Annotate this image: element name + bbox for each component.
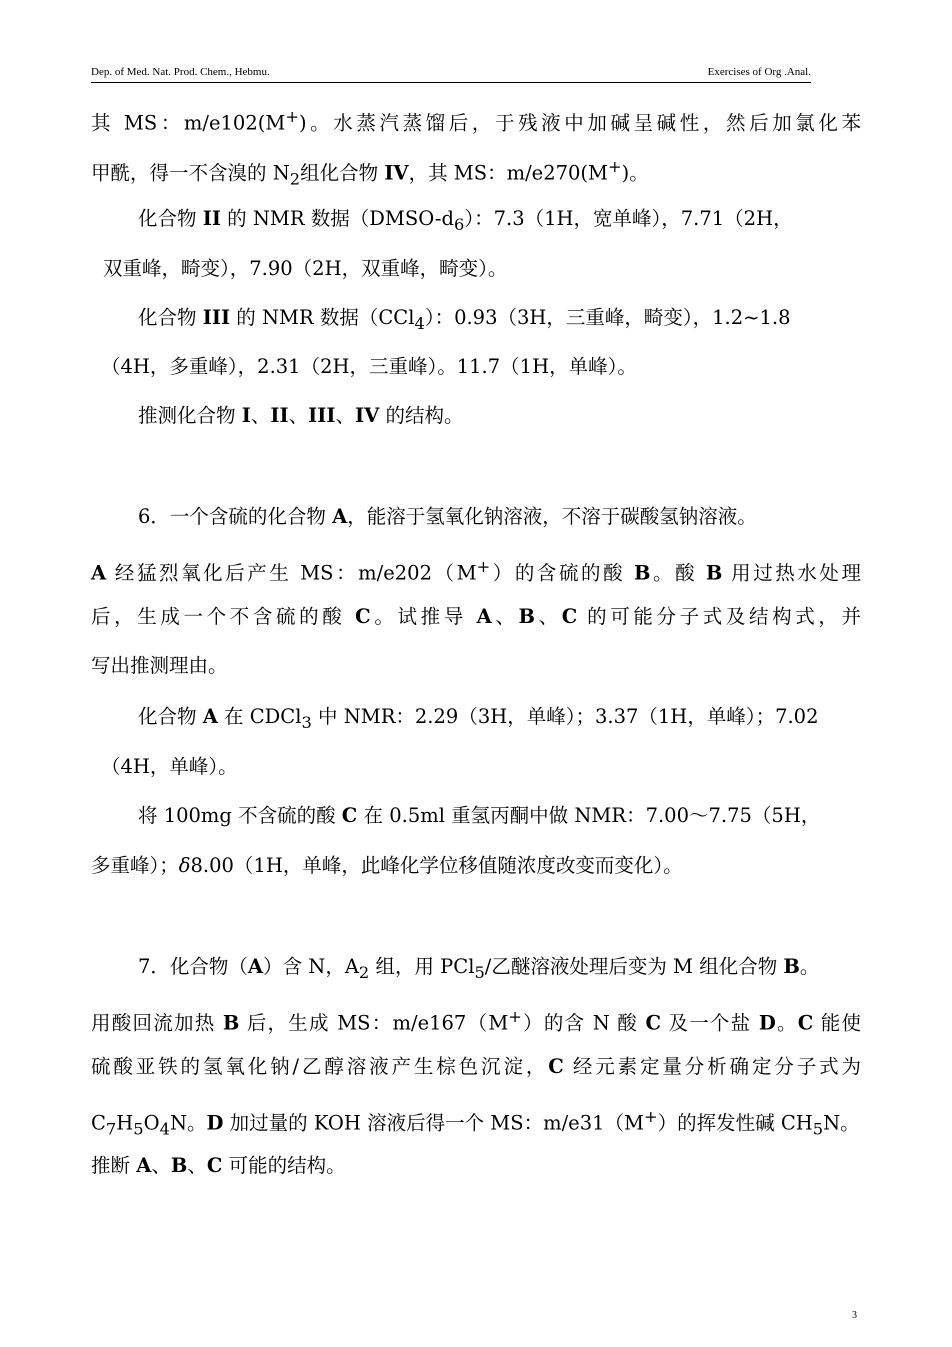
text-line-18: 硫酸亚铁的氢氧化钠/乙醇溶液产生棕色沉淀，C 经元素定量分析确定分子式为	[91, 1055, 861, 1078]
text-line-1: 其 MS：m/e102(M+)。水蒸汽蒸馏后，于残液中加碱呈碱性，然后加氯化苯	[91, 107, 861, 135]
text-line-17: 用酸回流加热 B 后，生成 MS：m/e167（M+）的含 N 酸 C 及一个盐 D。C 能使	[91, 1007, 861, 1035]
text-line-8: 6．一个含硫的化合物 A，能溶于氢氧化钠溶液，不溶于碳酸氢钠溶液。	[138, 505, 757, 528]
text-line-11: 写出推测理由。	[91, 654, 228, 677]
page-number: 3	[852, 1310, 857, 1321]
text-line-5: 化合物 III 的 NMR 数据（CCl$_4$）：0.93（3H，三重峰，畸变），1.2~1.8	[138, 306, 791, 333]
text-line-6: （4H，多重峰），2.31（2H，三重峰）。11.7（1H，单峰）。	[101, 355, 637, 378]
text-line-20: 推断 A、B、C 可能的结构。	[91, 1154, 346, 1177]
text-line-10: 后，生成一个不含硫的酸 C。试推导 A、B、C 的可能分子式及结构式，并	[91, 605, 861, 628]
text-line-2: 甲酰，得一不含溴的 $N_2$组化合物 IV，其 MS：m/e270(M+)。	[91, 157, 649, 189]
text-line-16: 7．化合物（A）含 N，$A_2$ 组，用 PCl$_5$/乙醚溶液处理后变为 M 组化合物 B。	[138, 955, 820, 982]
text-line-19: $C_7H_5O_4N$。D 加过量的 KOH 溶液后得一个 MS：m/e31（M+）的挥发性碱 $CH_5N$。	[91, 1107, 860, 1139]
text-line-7: 推测化合物 I、II、III、IV 的结构。	[138, 404, 464, 427]
text-line-4: 双重峰，畸变），7.90（2H，双重峰，畸变）。	[103, 257, 508, 280]
text-line-15: 多重峰）；δ8.00（1H，单峰，此峰化学位移值随浓度改变而变化）。	[91, 854, 683, 877]
text-line-12: 化合物 A 在 CDCl$_3$ 中 NMR：2.29（3H，单峰）；3.37（1H，单峰）；7.02	[138, 705, 819, 732]
header-left: Dep. of Med. Nat. Prod. Chem., Hebmu.	[91, 66, 270, 78]
page-header	[91, 66, 811, 83]
text-line-9: A 经猛烈氧化后产生 MS：m/e202（M+）的含硫的酸 B。酸 B 用过热水处理	[91, 557, 861, 585]
text-line-3: 化合物 II 的 NMR 数据$(DMSO-d_6)$：7.3（1H，宽单峰），7.71（2H，	[138, 207, 793, 234]
text-line-13: （4H，单峰）。	[101, 755, 238, 778]
header-right: Exercises of Org .Anal.	[707, 66, 811, 78]
text-line-14: 将 100mg 不含硫的酸 C 在 0.5ml 重氢丙酮中做 NMR：7.00～7.75（5H，	[138, 804, 821, 827]
